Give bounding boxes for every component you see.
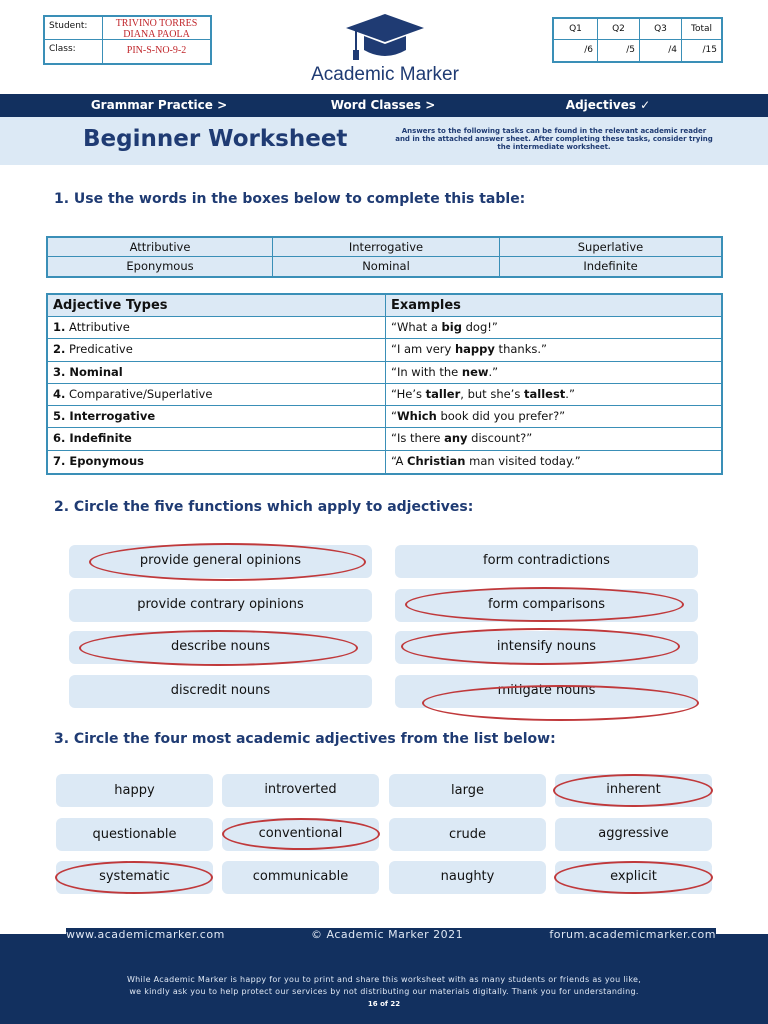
footer-message-line: While Academic Marker is happy for you to print and share this worksheet with as many students or friends as you like, (126, 975, 642, 984)
example-bold: big (441, 320, 462, 334)
footer-message (0, 974, 768, 998)
word-crude[interactable]: crude (389, 818, 546, 851)
type-cell (48, 362, 386, 383)
table-header-row (48, 295, 721, 317)
banner-note: Answers to the following tasks can be found in the relevant academic reader and in the attached answer sheet. After completing these tasks, consider trying the intermediate worksheet. (395, 127, 713, 151)
example-bold: taller (425, 386, 461, 401)
example-text: .” (565, 386, 575, 401)
row-number: 5. (53, 409, 66, 424)
page-title: Beginner Worksheet (83, 126, 348, 152)
example-cell (386, 451, 721, 473)
copyright-text: © Academic Marker 2021 (310, 928, 464, 941)
logo-text: Academic Marker (311, 64, 459, 85)
option-form-comparisons[interactable]: form comparisons (395, 589, 698, 622)
score-q2: /5 (598, 40, 640, 61)
breadcrumb-nav (0, 94, 768, 117)
word-bank-cell: Indefinite (500, 257, 721, 276)
type-name: Predicative (69, 342, 133, 357)
type-cell (48, 339, 386, 360)
score-q1: /6 (554, 40, 598, 61)
footer-links (66, 928, 716, 942)
row-number: 7. (53, 453, 66, 468)
example-text: book did you prefer?” (436, 409, 566, 424)
option-intensify-nouns[interactable]: intensify nouns (395, 631, 698, 664)
example-text: .” (488, 364, 499, 379)
example-bold: any (444, 431, 468, 446)
graduation-cap-icon (344, 12, 426, 64)
website-link[interactable]: www.academicmarker.com (66, 928, 225, 941)
student-info-table (43, 15, 212, 65)
example-text: “A (391, 453, 407, 468)
example-bold: tallest (524, 386, 566, 401)
type-name: Attributive (69, 320, 130, 334)
table-row (48, 406, 721, 428)
page-number: 16 of 22 (367, 1000, 401, 1008)
example-bold: Which (396, 409, 437, 424)
option-provide-general-opinions[interactable]: provide general opinions (69, 545, 372, 578)
class-row (45, 40, 210, 63)
column-header-types: Adjective Types (48, 295, 386, 316)
word-bank-cell: Attributive (48, 238, 273, 257)
word-introverted[interactable]: introverted (222, 774, 379, 807)
student-name: TRIVINO TORRES DIANA PAOLA (115, 18, 198, 40)
row-number: 6. (53, 431, 66, 446)
nav-adjectives[interactable]: Adjectives ✓ (565, 98, 651, 112)
example-text: discount?” (467, 431, 533, 446)
row-number: 4. (53, 386, 66, 401)
example-text: “Is there (391, 431, 445, 446)
page-footer (0, 928, 768, 1024)
class-value: PIN-S-NO-9-2 (126, 45, 187, 56)
example-text: , but she’s (460, 386, 524, 401)
example-text: man visited today.” (465, 453, 581, 468)
example-bold: new (461, 364, 489, 379)
example-text: “What a (391, 320, 442, 334)
example-text: thanks.” (494, 342, 547, 357)
class-label: Class: (45, 40, 103, 63)
example-text: “ (391, 409, 397, 424)
type-cell (48, 406, 386, 427)
word-bank-table (46, 236, 723, 278)
word-happy[interactable]: happy (56, 774, 213, 807)
q3-heading: 3. Circle the four most academic adjectives from the list below: (54, 731, 556, 747)
score-header-q2: Q2 (598, 19, 640, 40)
example-text: “I am very (391, 342, 455, 357)
q2-heading: 2. Circle the five functions which apply to adjectives: (54, 499, 474, 515)
option-describe-nouns[interactable]: describe nouns (69, 631, 372, 664)
type-name: Eponymous (69, 453, 144, 468)
student-row (45, 17, 210, 40)
type-name: Indefinite (69, 431, 132, 446)
student-label: Student: (45, 17, 103, 39)
option-mitigate-nouns[interactable]: mitigate nouns (395, 675, 698, 708)
word-inherent[interactable]: inherent (555, 774, 712, 807)
column-header-examples: Examples (391, 298, 461, 313)
word-communicable[interactable]: communicable (222, 861, 379, 894)
example-cell (386, 406, 721, 427)
word-naughty[interactable]: naughty (389, 861, 546, 894)
word-bank-cell: Eponymous (48, 257, 273, 276)
table-row (48, 317, 721, 339)
row-number: 1. (53, 320, 66, 334)
example-text: “In with the (391, 364, 462, 379)
academic-marker-logo (290, 12, 480, 86)
word-bank-cell: Interrogative (273, 238, 500, 257)
type-name: Interrogative (69, 409, 156, 424)
option-provide-contrary-opinions[interactable]: provide contrary opinions (69, 589, 372, 622)
score-q3: /4 (640, 40, 682, 61)
example-bold: happy (454, 342, 495, 357)
score-header-q3: Q3 (640, 19, 682, 40)
example-cell (386, 384, 721, 405)
word-large[interactable]: large (389, 774, 546, 807)
option-discredit-nouns[interactable]: discredit nouns (69, 675, 372, 708)
row-number: 2. (53, 342, 66, 357)
footer-message-line: we kindly ask you to help protect our services by not distributing our materials digitally. Thank you for understanding. (129, 987, 639, 996)
type-cell (48, 384, 386, 405)
score-header-total: Total (682, 19, 721, 40)
word-bank-cell: Superlative (500, 238, 721, 257)
word-bank-cell: Nominal (273, 257, 500, 276)
example-text: dog!” (461, 320, 498, 334)
forum-link[interactable]: forum.academicmarker.com (549, 928, 716, 941)
table-row (48, 362, 721, 384)
type-cell (48, 317, 386, 338)
word-conventional[interactable]: conventional (222, 818, 379, 851)
score-total: /15 (702, 45, 717, 55)
nav-word-classes[interactable]: Word Classes > (330, 98, 436, 112)
table-row (48, 339, 721, 361)
table-row (48, 451, 721, 473)
example-cell (386, 317, 721, 338)
example-text: “He’s (391, 386, 426, 401)
table-row (48, 428, 721, 450)
word-systematic[interactable]: systematic (56, 861, 213, 894)
word-aggressive[interactable]: aggressive (555, 818, 712, 851)
type-name: Nominal (69, 364, 123, 379)
example-cell (386, 362, 721, 383)
q1-heading: 1. Use the words in the boxes below to complete this table: (54, 191, 526, 207)
type-cell (48, 451, 386, 473)
table-row (48, 384, 721, 406)
word-explicit[interactable]: explicit (555, 861, 712, 894)
adjective-types-table (46, 293, 723, 475)
example-cell (386, 339, 721, 360)
type-cell (48, 428, 386, 449)
score-table (552, 17, 723, 63)
score-header-q1: Q1 (554, 19, 598, 40)
row-number: 3. (53, 364, 66, 379)
nav-grammar-practice[interactable]: Grammar Practice > (90, 98, 228, 112)
example-cell (386, 428, 721, 449)
word-questionable[interactable]: questionable (56, 818, 213, 851)
example-bold: Christian (407, 453, 466, 468)
option-form-contradictions[interactable]: form contradictions (395, 545, 698, 578)
title-banner (0, 117, 768, 165)
type-name: Comparative/Superlative (69, 386, 213, 401)
